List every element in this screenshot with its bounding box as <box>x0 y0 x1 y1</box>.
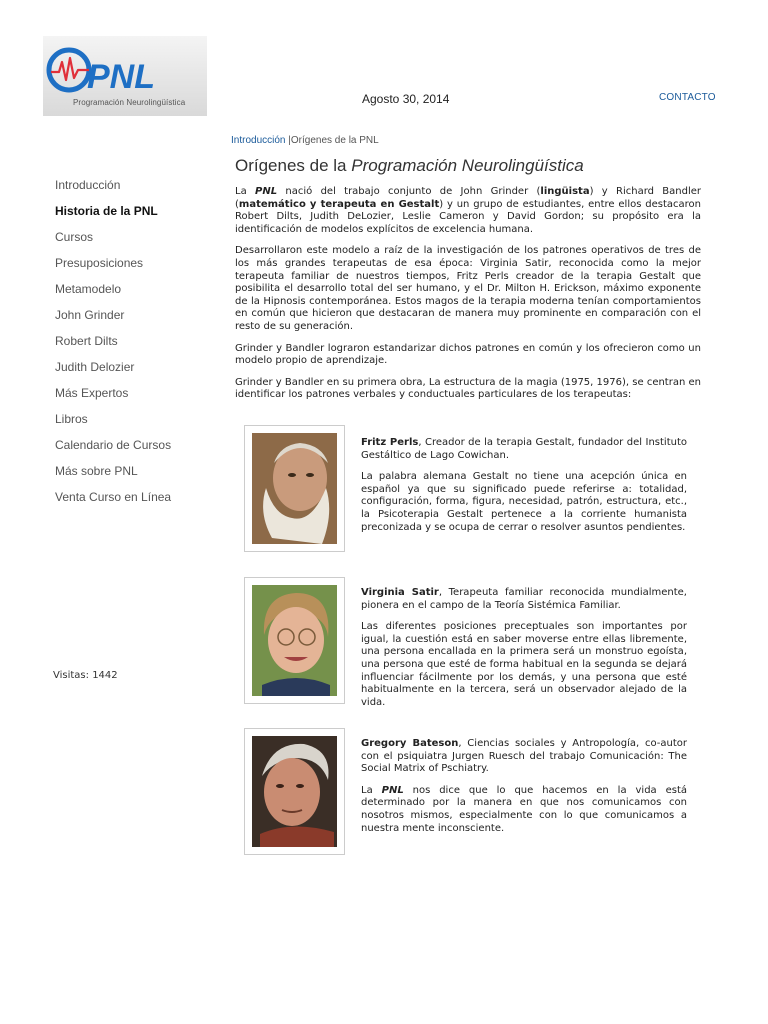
breadcrumb-link-introduccion[interactable]: Introducción <box>231 135 286 146</box>
p1-pnl: PNL <box>255 186 278 197</box>
fritz-perls-photo <box>244 425 345 552</box>
sidebar-item-libros[interactable]: Libros <box>55 412 88 426</box>
title-prefix: Orígenes de la <box>235 156 352 175</box>
sidebar-item-presuposiciones[interactable]: Presuposiciones <box>55 256 144 270</box>
p1-linguista: lingüista <box>540 186 590 197</box>
sidebar-item-judith-delozier[interactable]: Judith Delozier <box>55 360 135 374</box>
gregory-bateson-extra <box>361 785 687 835</box>
breadcrumb-separator: | <box>285 135 291 146</box>
p1-text-g: ) y un grupo de estudiantes, entre ellos destacaron Robert Dilts, Judith DeLozier, Leslie Cameron y David Gordon; su propósito era la identificación de modelos explícitos de excelencia humana. <box>235 198 701 235</box>
current-date: Agosto 30, 2014 <box>362 92 450 106</box>
fritz-perls-name: Fritz Perls <box>361 437 419 448</box>
p1-text-c: nació del trabajo conjunto de John Grinder ( <box>277 186 541 197</box>
bateson-extra-a: La <box>361 784 382 796</box>
virginia-satir-desc: , Terapeuta familiar reconocida mundialmente, pionera en el campo de la Teoría Sistémica Familiar. <box>361 587 687 611</box>
article <box>235 156 701 411</box>
sidebar-item-historia[interactable]: Historia de la PNL <box>55 204 158 218</box>
sidebar-menu <box>55 176 225 514</box>
paragraph-1 <box>235 186 701 236</box>
fritz-perls-extra: La palabra alemana Gestalt no tiene una acepción única en español ya que su significado puede referirse a: totalidad, configuración, forma, figura, necesidad, patrón, estructura, etc., la Psicoterapia Gestalt pertenece a la corriente humanista preconizada y se ocupa de cerrar o resolver asuntos pendientes. <box>361 471 687 533</box>
virginia-satir-name: Virginia Satir <box>361 587 439 598</box>
sidebar-item-robert-dilts[interactable]: Robert Dilts <box>55 334 118 348</box>
sidebar-item-calendario[interactable]: Calendario de Cursos <box>55 438 172 452</box>
fritz-perls-text <box>361 437 687 543</box>
p1-text-e: ) y Richard Bandler ( <box>235 186 702 210</box>
sidebar-item-mas-expertos[interactable]: Más Expertos <box>55 386 129 400</box>
virginia-satir-text <box>361 587 687 718</box>
breadcrumb-current: Orígenes de la PNL <box>290 135 379 146</box>
sidebar-item-introduccion[interactable]: Introducción <box>55 178 121 192</box>
gregory-bateson-photo <box>244 728 345 855</box>
contact-link[interactable]: CONTACTO <box>659 92 716 103</box>
paragraph-3: Grinder y Bandler lograron estandarizar dichos patrones en común y los ofrecieron como un modelo propio de aprendizaje. <box>235 342 701 367</box>
sidebar-item-mas-sobre-pnl[interactable]: Más sobre PNL <box>55 464 138 478</box>
site-logo[interactable] <box>43 36 207 116</box>
p1-matematico: matemático y terapeuta en Gestalt <box>238 198 440 210</box>
title-emphasis: Programación Neurolingüística <box>351 156 584 175</box>
sidebar-item-metamodelo[interactable]: Metamodelo <box>55 282 122 296</box>
paragraph-4: Grinder y Bandler en su primera obra, La estructura de la magia (1975, 1976), se centran en identificar los patrones verbales y conductuales particulares de los terapeutas: <box>235 376 701 401</box>
fritz-perls-desc: , Creador de la terapia Gestalt, fundador del Instituto Gestáltico de Lago Cowichan. <box>361 437 687 461</box>
page-title <box>235 156 701 176</box>
breadcrumb <box>231 135 379 146</box>
sidebar-item-venta-curso[interactable]: Venta Curso en Línea <box>55 490 172 504</box>
bateson-extra-pnl: PNL <box>381 784 404 796</box>
paragraph-2: Desarrollaron este modelo a raíz de la investigación de los patrones operativos de tres de los más grandes terapeutas de esa época: Virginia Satir, reconocida como la mejor terapeuta familiar de nuestros tiempos, Fritz Perls creador de la terapia Gestalt que posibilita el desarrollo total del ser humano, y el Dr. Milton H. Erickson, máximo exponente de la Hipnosis contemporánea. Estos magos de la terapia moderna tenían comportamientos en común que hicieron que destacaran de manera muy prominente en comparación con el resto de su generación. <box>235 245 701 332</box>
gregory-bateson-name: Gregory Bateson <box>361 738 459 749</box>
gregory-bateson-text <box>361 738 687 844</box>
gregory-bateson-desc: , Ciencias sociales y Antropología, co-autor con el psiquiatra Jurgen Ruesch del trabajo Comunicación: The Social Matrix of Pschiatry. <box>361 738 687 775</box>
logo-subtitle: Programación Neurolingüística <box>73 98 186 107</box>
logo-text: PNL <box>87 58 155 96</box>
bateson-extra-c: nos dice que lo que hacemos en la vida está determinado por la manera en que nos comunicamos con nosotros mismos, especialmente con lo que comunicamos a nuestra mente inconsciente. <box>361 784 687 834</box>
virginia-satir-photo <box>244 577 345 704</box>
virginia-satir-extra: Las diferentes posiciones preceptuales son importantes por igual, la cuestión está en saber moverse entre ellas libremente, una persona encallada en la primera será un monstruo egoísta, una persona que esté de forma habitual en la segunda se dejará influenciar fácilmente por los demás, y una persona que esté habitualmente en la tercera, será un observador alejado de la vida. <box>361 621 687 708</box>
visit-counter: Visitas: 1442 <box>53 670 118 681</box>
sidebar-item-cursos[interactable]: Cursos <box>55 230 94 244</box>
p1-text-a: La <box>235 186 256 197</box>
sidebar-item-john-grinder[interactable]: John Grinder <box>55 308 125 322</box>
